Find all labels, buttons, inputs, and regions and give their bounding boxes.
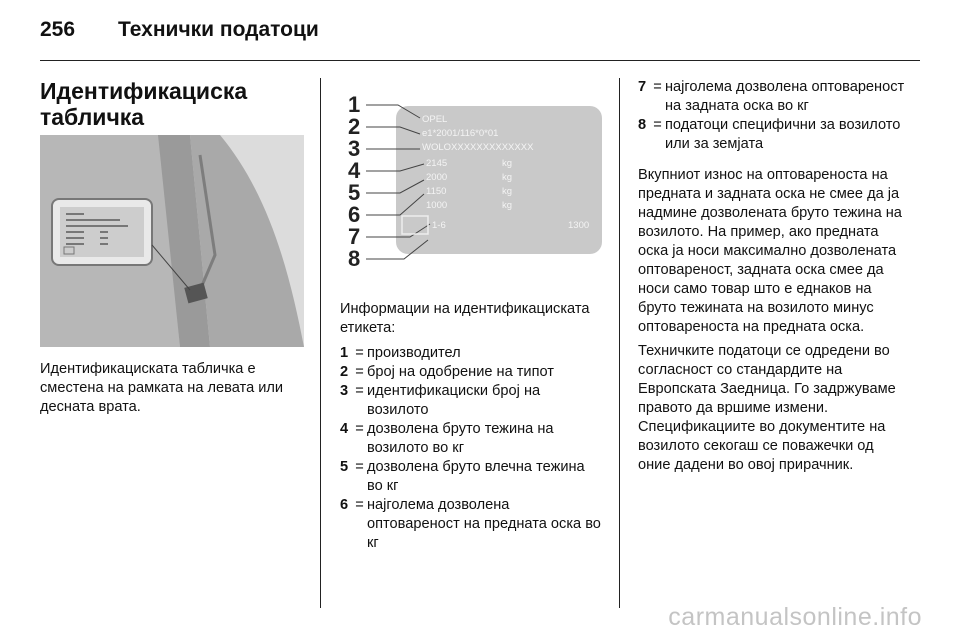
column-divider-right bbox=[619, 78, 620, 608]
list-item bbox=[340, 382, 604, 420]
item-number: 4 bbox=[340, 421, 349, 437]
door-frame-photo bbox=[40, 135, 304, 347]
item-separator: = bbox=[355, 421, 364, 437]
callout-2: 2 bbox=[348, 114, 361, 139]
callout-3: 3 bbox=[348, 136, 361, 161]
column-divider-left bbox=[320, 78, 321, 608]
chapter-title: Технички податоци bbox=[118, 18, 319, 41]
plate-specific-1: 1-6 bbox=[432, 220, 446, 231]
plate-vin: WOLOXXXXXXXXXXXXX bbox=[422, 142, 534, 153]
plate-unit-3: kg bbox=[502, 186, 513, 197]
photo-caption: Идентификациската табличка е сместена на рамката на левата или десната врата. bbox=[40, 361, 284, 415]
list-item bbox=[340, 363, 604, 382]
plate-front-axle: 1150 bbox=[426, 186, 447, 197]
plate-unit-1: kg bbox=[502, 158, 513, 169]
plate-manufacturer: OPEL bbox=[422, 114, 448, 125]
item-text: идентификациски број на возилото bbox=[367, 383, 541, 418]
axle-load-paragraph: Вкупниот износ на оптовареноста на предната и задната оска не смее да ја надмине дозволената бруто тежина на возилото. На пример, ако предната оска ја носи максимално дозволената оптовареност, задната оска смее да носи само товар што е еднаков на бруто тежината на возилото минус оптовареноста на предната оска. bbox=[638, 167, 902, 335]
item-number: 8 bbox=[638, 117, 647, 133]
plate-specific-2: 1300 bbox=[568, 220, 590, 231]
callout-5: 5 bbox=[348, 180, 361, 205]
section-title bbox=[40, 78, 310, 130]
right-column bbox=[638, 78, 906, 480]
item-text: дозволена бруто влечна тежина во кг bbox=[367, 459, 585, 494]
page-number: 256 bbox=[40, 18, 76, 41]
id-label-figure bbox=[340, 78, 602, 278]
plate-approval: e1*2001/116*0*01 bbox=[422, 128, 499, 139]
item-text: најголема дозволена оптовареност на задната оска во кг bbox=[665, 79, 905, 114]
callout-7: 7 bbox=[348, 224, 361, 249]
item-number: 1 bbox=[340, 345, 349, 361]
item-text: податоци специфични за возилото или за земјата bbox=[665, 117, 901, 152]
plate-rear-axle: 1000 bbox=[426, 200, 448, 211]
section-title-line2: табличка bbox=[40, 104, 145, 130]
list-item bbox=[340, 344, 604, 363]
plate-gross-weight: 2145 bbox=[426, 158, 448, 169]
item-number: 2 bbox=[340, 364, 349, 380]
list-item bbox=[638, 78, 906, 116]
label-legend-list bbox=[340, 344, 604, 553]
item-separator: = bbox=[653, 79, 662, 95]
header-rule bbox=[40, 60, 920, 61]
callout-1: 1 bbox=[348, 92, 361, 117]
label-info-intro: Информации на идентификациската етикета: bbox=[340, 301, 590, 336]
callout-8: 8 bbox=[348, 246, 361, 271]
list-item bbox=[340, 420, 604, 458]
item-separator: = bbox=[355, 364, 364, 380]
technical-data-paragraph: Техничките податоци се одредени во согласност со стандардите на Европската Заедница. Го задржуваме правото да вршиме измени. Спецификациите во документите на возилото секогаш се поважечки од оние дадени во овој прирачник. bbox=[638, 343, 896, 473]
item-separator: = bbox=[355, 383, 364, 399]
item-number: 7 bbox=[638, 79, 647, 95]
plate-unit-4: kg bbox=[502, 200, 513, 211]
plate-unit-2: kg bbox=[502, 172, 513, 183]
item-separator: = bbox=[355, 345, 364, 361]
item-number: 3 bbox=[340, 383, 349, 399]
middle-column bbox=[340, 300, 604, 553]
list-item bbox=[340, 496, 604, 553]
item-separator: = bbox=[355, 497, 364, 513]
item-number: 5 bbox=[340, 459, 349, 475]
item-separator: = bbox=[355, 459, 364, 475]
callout-6: 6 bbox=[348, 202, 361, 227]
label-legend-list-continued bbox=[638, 78, 906, 154]
item-text: дозволена бруто тежина на возилото во кг bbox=[367, 421, 554, 456]
callout-4: 4 bbox=[348, 158, 361, 183]
item-text: производител bbox=[367, 345, 461, 361]
list-item bbox=[638, 116, 906, 154]
item-separator: = bbox=[653, 117, 662, 133]
item-text: број на одобрение на типот bbox=[367, 364, 554, 380]
item-number: 6 bbox=[340, 497, 349, 513]
section-title-line1: Идентификациска bbox=[40, 78, 248, 104]
item-text: најголема дозволена оптовареност на предната оска во кг bbox=[367, 497, 601, 551]
plate-train-weight: 2000 bbox=[426, 172, 448, 183]
watermark: carmanualsonline.info bbox=[668, 603, 922, 631]
list-item bbox=[340, 458, 604, 496]
